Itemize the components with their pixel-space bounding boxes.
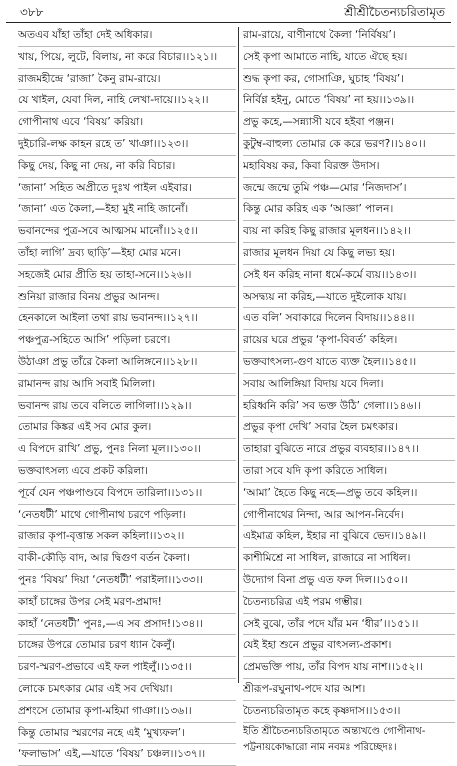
right-verse-line: ব্যয় না করিহ কিছু রাজার মূলধন।।১৪২।। xyxy=(243,221,455,243)
left-verse-line: হেনকালে আইলা তথা রায় ভবানন্দ।।১২৭।। xyxy=(18,308,236,330)
left-verse-line: লোকে চমৎকার মোর এই সব দেখিয়া। xyxy=(18,679,236,701)
right-verse-line: এত বলি’ সবাকারে দিলেন বিদায়।।১৪৪।। xyxy=(243,308,455,330)
right-verse-line: সেই বুঝে, তাঁর পদে যাঁর মন ‘ধীর’।।১৫১।। xyxy=(243,614,455,636)
right-verse-line: কুটুম্ব-বাহুল্য তোমার কে করে ভরণ?।।১৪০।। xyxy=(243,134,455,156)
right-verse-line: তারা সবে যদি কৃপা করিতে সাধিল। xyxy=(243,461,455,483)
left-verse-line: ‘নেতধটী’ মাথে গোপীনাথ চরণে পড়িলা। xyxy=(18,505,236,527)
left-verse-line: ‘ফলাভাস’ এই,—যাতে ‘বিষয়’ চঞ্চল।।১৩৭।। xyxy=(18,744,236,766)
left-verse-line: ‘জানা’ সহিত অপ্রীতে দুঃখ পাইল এইবার। xyxy=(18,178,236,200)
right-verse-line: সেই কৃপা আমাতে নাহি, যাতে ঐছে হয়। xyxy=(243,47,455,69)
right-verse-line: প্রেমভক্তি পায়, তাঁর বিপদ যায় নাশ।।১৫২।। xyxy=(243,657,455,679)
right-verse-line: গোপীনাথের নিন্দা, আর আপন-নির্বেদ। xyxy=(243,505,455,527)
left-verse-line: যে খাইল, যেবা দিল, নাহি লেখা-দায়ে।।১২২।। xyxy=(18,90,236,112)
left-verse-line: প্রশংসে তোমার কৃপা-মহিমা গাঞা।।১৩৬।। xyxy=(18,701,236,723)
left-verse-line: উঠাঞা প্রভু তাঁরে কৈলা আলিঙ্গনে।।১২৮।। xyxy=(18,352,236,374)
left-verse-line: বাকী-কৌড়ি বাদ, আর দ্বিগুণ বর্তন কৈলা। xyxy=(18,548,236,570)
left-verse-line: শুনিয়া রাজার বিনয় প্রভুর আনন্দ। xyxy=(18,287,236,309)
right-verse-line: সেই ধন করিহ নানা ধর্মে-কর্মে ব্যয়।।১৪৩।। xyxy=(243,265,455,287)
right-verse-line: মহাবিষয় কর, কিবা বিরক্ত উদাস। xyxy=(243,156,455,178)
right-verse-line: সবায় আলিঙ্গিয়া বিদায় যবে দিলা। xyxy=(243,374,455,396)
text-columns xyxy=(0,25,457,761)
right-verse-line: প্রভুর কৃপা দেখি’ সবার হৈল চমৎকার। xyxy=(243,417,455,439)
left-verse-line: ভক্তবাৎসল্য এবে প্রকট করিলা। xyxy=(18,461,236,483)
page-number: ৩৮৮ xyxy=(20,5,44,19)
left-verse-line: দুইচারি-লক্ষ কাহন রহে ত’ খাঞা।।১২৩।। xyxy=(18,134,236,156)
left-column xyxy=(18,25,236,766)
right-verse-line: উদ্যোগ বিনা প্রভু এত ফল দিল।।১৫০।। xyxy=(243,570,455,592)
right-verse-line: চৈতন্যচরিত্র এই পরম গম্ভীর। xyxy=(243,592,455,614)
left-verse-line: চরণ-স্মরণ-প্রভাবে এই ফল পাইলুঁ।।১৩৫।। xyxy=(18,657,236,679)
right-verse-line: প্রভু কহে,—সন্ন্যাসী যবে হইবা পঞ্জন। xyxy=(243,112,455,134)
left-verse-line: পূর্বে যেন পঞ্চপাণ্ডবে বিপদে তারিলা।।১৩১।। xyxy=(18,483,236,505)
left-verse-line: রাজার কৃপা-বৃত্তান্ত সকল কহিলা।।১৩২।। xyxy=(18,526,236,548)
right-verse-line: শ্রীরূপ-রঘুনাথ-পদে যার আশ। xyxy=(243,679,455,701)
right-verse-line: চৈতন্যচরিতামৃত কহে কৃষ্ণদাস।।১৫৩।। xyxy=(243,701,455,723)
right-verse-line: ভক্তবাৎসল্য-গুণ যাতে ব্যক্ত হৈল।।১৪৫।। xyxy=(243,352,455,374)
left-verse-line: ভবানন্দের পুত্র-সবে আত্মসম মানোঁ।।১২৫।। xyxy=(18,221,236,243)
right-verse-line: তাহারা বুঝিতে নারে প্রভুর ব্যবহার।।১৪৭।। xyxy=(243,439,455,461)
right-verse-line: এইমাত্র কহিল, ইহার না বুঝিবে ভেদ।।১৪৯।। xyxy=(243,526,455,548)
left-verse-line: ভবানন্দ রায় তবে বলিতে লাগিলা।।১২৯।। xyxy=(18,396,236,418)
right-verse-line: হরিধ্বনি করি’ সব ভক্ত উঠি’ গেলা।।১৪৬।। xyxy=(243,396,455,418)
left-verse-line: কিন্তু তোমার স্মরণের নহে এই ‘মুখ্যফল’। xyxy=(18,723,236,745)
right-verse-line: ‘আমা’ হৈতে কিছু নহে—প্রভু তবে কহিল।। xyxy=(243,483,455,505)
left-verse-line: সহজেই মোর প্রীতি হয় তাহা-সনে।।১২৬।। xyxy=(18,265,236,287)
right-column xyxy=(243,25,455,757)
left-verse-line: কিছু দেয়, কিছু না দেয়, না করি বিচার। xyxy=(18,156,236,178)
right-verse-line: নির্বিণ্ণ হইনু, মোতে ‘বিষয়’ না হয়।।১৩৯।। xyxy=(243,90,455,112)
running-title: শ্রীশ্রীচৈতন্যচরিতামৃত xyxy=(344,5,445,19)
right-verse-line: কাশীমিশ্রে না সাধিল, রাজারে না সাধিল। xyxy=(243,548,455,570)
left-verse-line: পুনঃ ‘বিষয়’ দিয়া ‘নেতধটী’ পরাইলা।।১৩৩।। xyxy=(18,570,236,592)
left-verse-line: রামানন্দ রায় আদি সবাই মিলিলা। xyxy=(18,374,236,396)
chapter-colophon: ইতি শ্রীচৈতন্যচরিতামৃতে অন্ত্যখণ্ডে গোপীনাথ-পট্টনায়কোদ্ধারো নাম নবমঃ পরিচ্ছেদঃ। xyxy=(243,725,426,753)
right-verse-line: শুদ্ধ কৃপা কর, গোসাঞি, ঘুচাহ ‘বিষয়’। xyxy=(243,69,455,91)
left-verse-line: চাঙ্গের উপরে তোমার চরণ ধ্যান কৈলুঁ। xyxy=(18,635,236,657)
left-verse-line: পঞ্চপুত্র-সহিতে আসি’ পড়িলা চরণে। xyxy=(18,330,236,352)
right-verse-line: জন্মে জন্মে তুমি পঞ্চ—মোর ‘নিজদাস’। xyxy=(243,178,455,200)
left-verse-line: তাঁহা লাগি’ দ্রব্য ছাড়ি’—ইহা মোর মনে। xyxy=(18,243,236,265)
right-verse-line: অসদ্ব্যয় না করিহ,—যাতে দুইলোক যায়। xyxy=(243,287,455,309)
left-verse-line: গোপীনাথ এবে ‘বিষয়’ করিয়া। xyxy=(18,112,236,134)
left-verse-line: রাজমহীন্দ্রে ‘রাজা’ কৈনু রাম-রায়ে। xyxy=(18,69,236,91)
left-verse-line: কাহাঁ চাঙ্গের উপর সেই মরণ-প্রমাদ! xyxy=(18,592,236,614)
right-verse-line: কিন্তু মোর করিহ এক ‘আজ্ঞা’ পালন। xyxy=(243,199,455,221)
left-verse-line: খায়, পিয়ে, লুটে, বিলায়, না করে বিচার।।১২১।। xyxy=(18,47,236,69)
right-verse-line: রায়ের ঘরে প্রভুর ‘কৃপা-বিবর্ত’ কহিল। xyxy=(243,330,455,352)
page-header xyxy=(6,2,451,23)
left-verse-line: অতএব যাঁহা তাঁহা দেই অধিকার। xyxy=(18,25,236,47)
left-verse-line: ‘জানা’ এত কৈলা,—ইহা মুই নাহি জানোঁ। xyxy=(18,199,236,221)
left-verse-line: এ বিপদে রাখি’ প্রভু, পুনঃ নিলা মূল।।১৩০।। xyxy=(18,439,236,461)
left-verse-line: কাহাঁ ‘নেতধটী’ পুনঃ,—এ সব প্রসাদ!।১৩৪।। xyxy=(18,614,236,636)
left-verse-line: তোমার কিঙ্কর এই সব মোর কুল। xyxy=(18,417,236,439)
right-verse-line: যেই ইহা শুনে প্রভুর বাৎসল্য-প্রকাশ। xyxy=(243,635,455,657)
right-verse-line: রাম-রায়ে, বাণীনাথে কৈলা ‘নির্বিষয়’। xyxy=(243,25,455,47)
right-verse-line: রাজার মূলধন দিয়া যে কিছু লভ্য হয়। xyxy=(243,243,455,265)
